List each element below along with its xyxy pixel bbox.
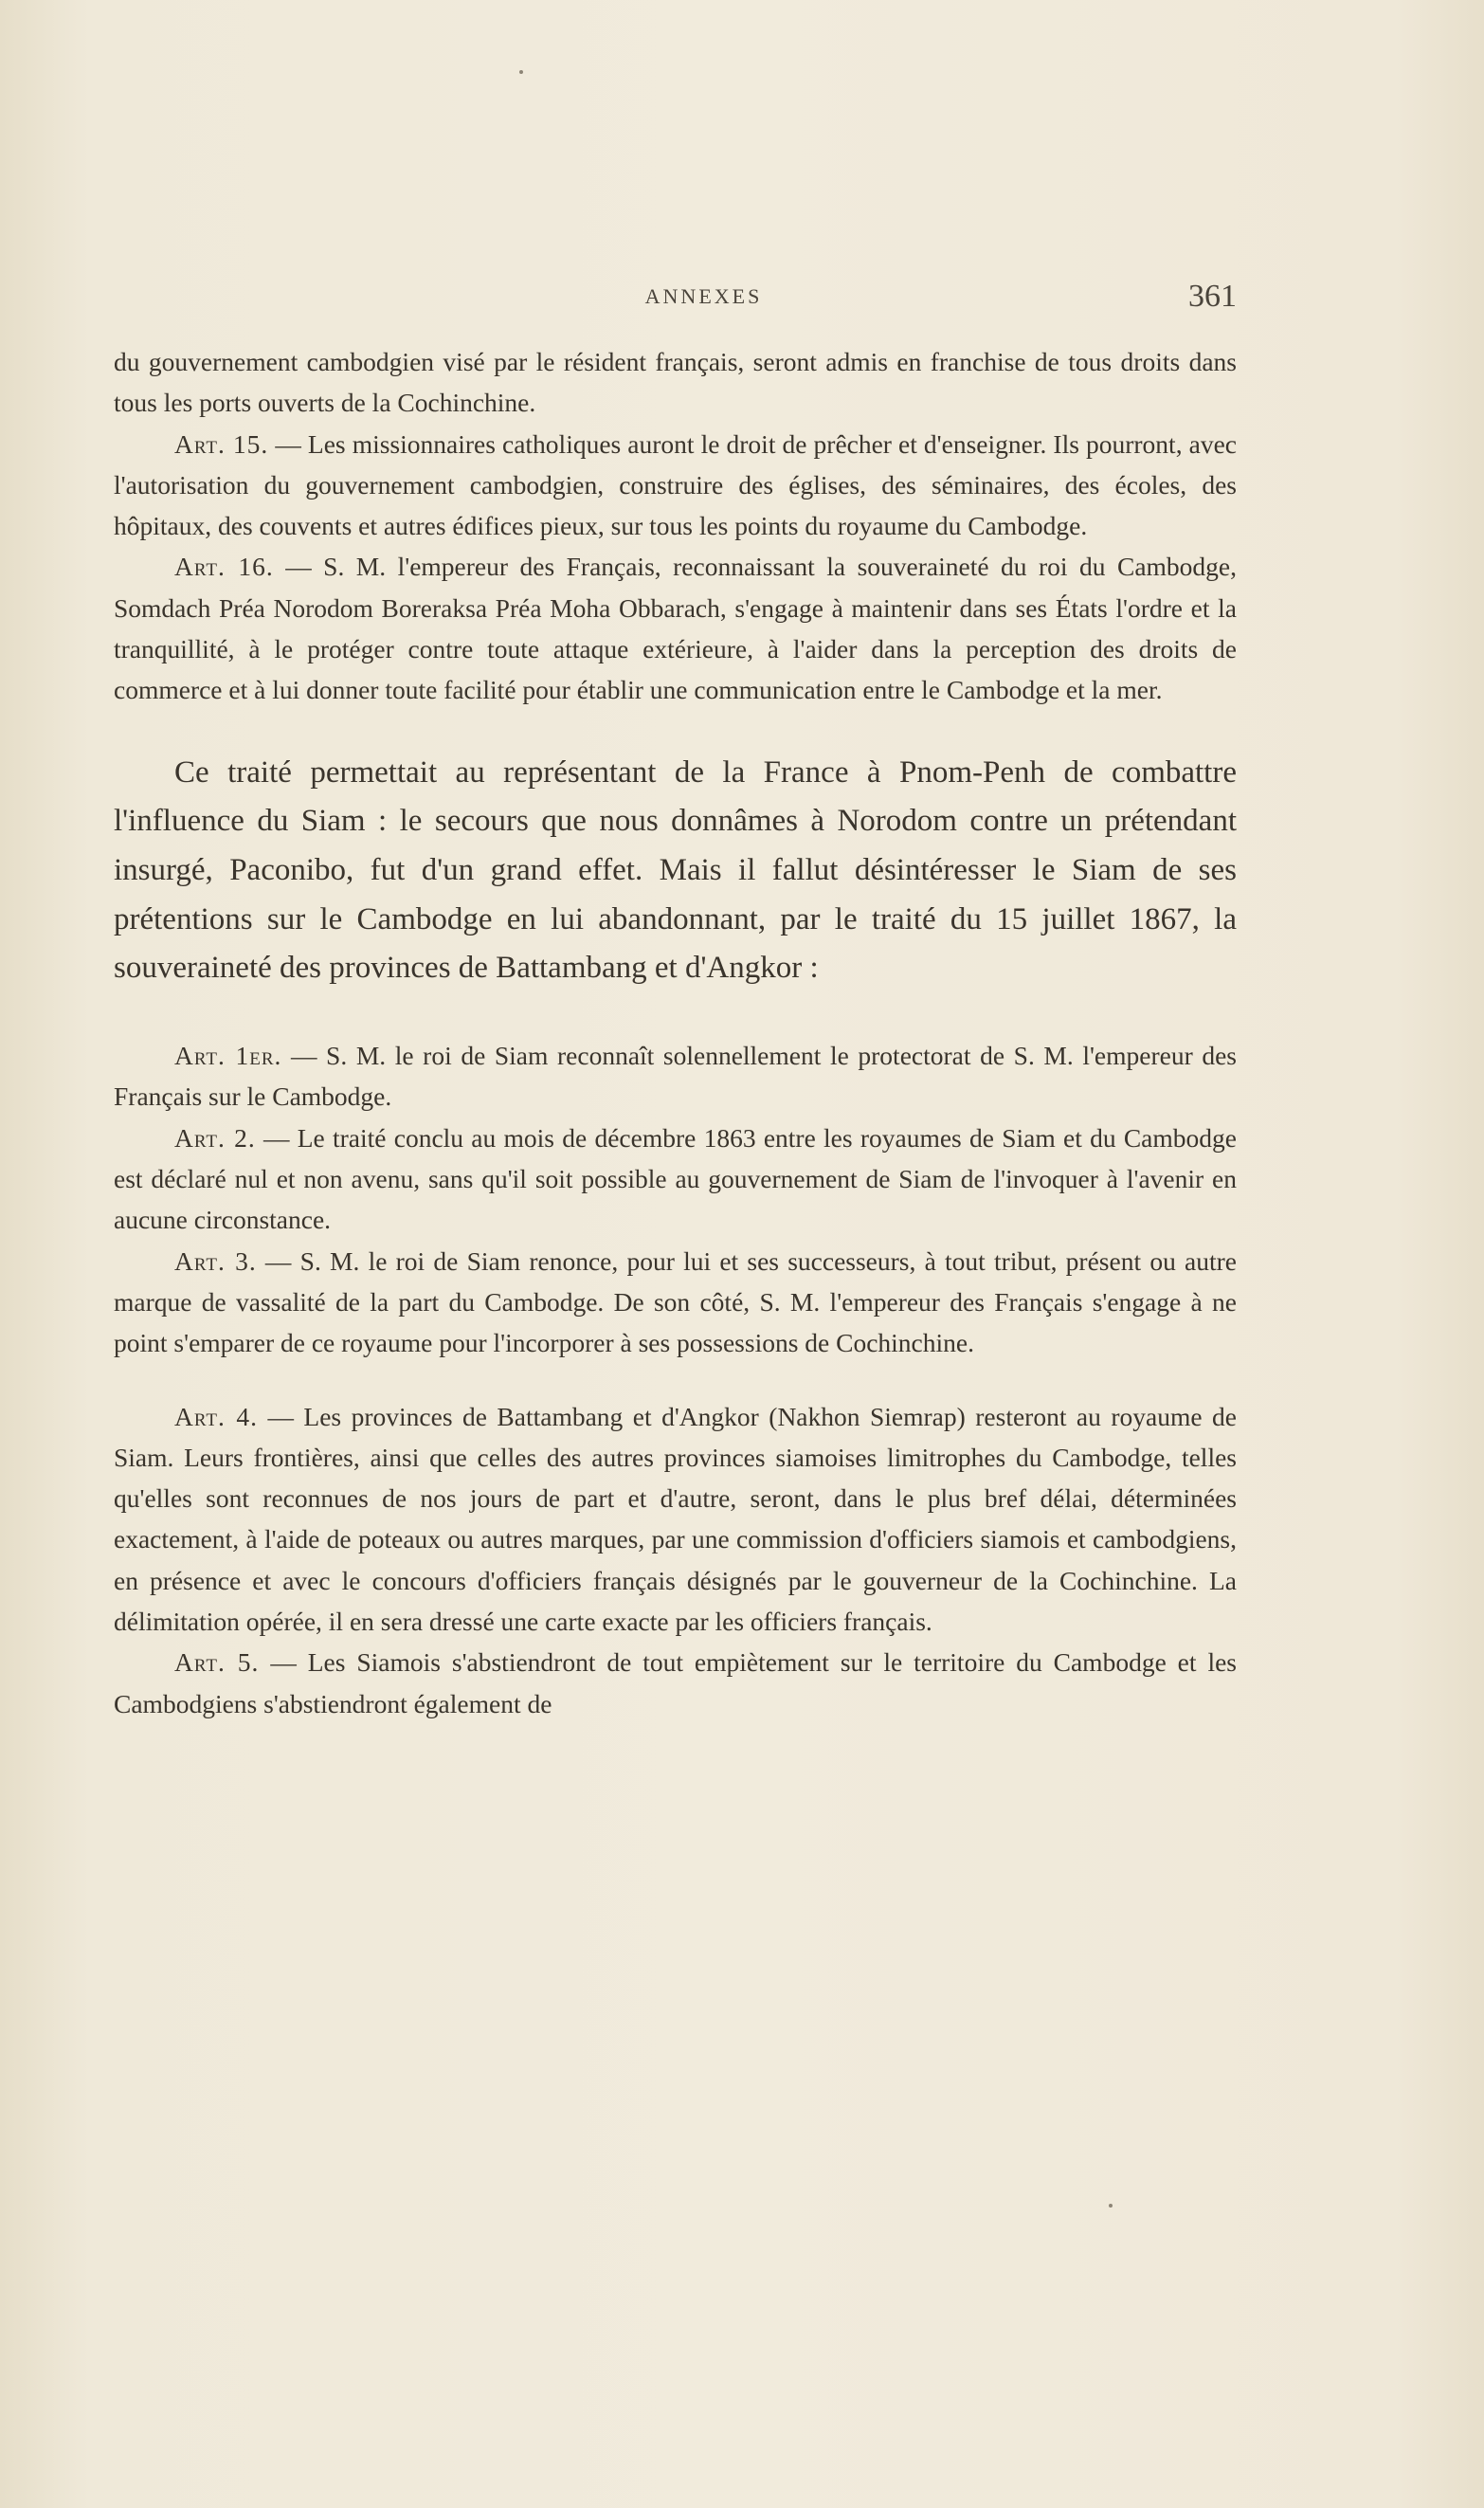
paper-speck [519, 70, 523, 74]
article-1 [114, 1035, 1237, 1118]
article-4 [114, 1396, 1237, 1643]
article-5-label: Art. 5. [174, 1647, 260, 1678]
article-15-label: Art. 15. [174, 428, 269, 459]
article-2-text: — Le traité conclu au mois de décembre 1863 entre les royaumes de Siam et du Cambodge est déclaré nul et non avenu, sans qu'il soit possible au gouvernement de Siam de l'invoquer à l'avenir en aucune circonstance. [114, 1122, 1237, 1235]
paper-speck [1109, 2204, 1113, 2208]
article-2 [114, 1118, 1237, 1241]
page-header [171, 279, 1237, 322]
running-head: ANNEXES [644, 284, 763, 308]
article-3-label: Art. 3. [174, 1245, 257, 1276]
article-16-text: — S. M. l'empereur des Français, reconnaissant la souveraineté du roi du Cambodge, Somdach Préa Norodom Boreraksa Préa Moha Obbarach, s'engage à maintenir dans ses États l'ordre et la tranquillité, à le protéger contre toute attaque extérieure, à l'aider dans la perception des droits de commerce et à lui donner toute facilité pour établir une communication entre le Cambodge et la mer. [114, 552, 1237, 705]
page-body [114, 341, 1237, 1724]
article-2-label: Art. 2. [174, 1122, 256, 1153]
treaty-1866-excerpt [114, 341, 1237, 711]
article-4-label: Art. 4. [174, 1401, 258, 1431]
paragraph-continuation: du gouvernement cambodgien visé par le résident français, seront admis en franchise de tous droits dans tous les ports ouverts de la Cochinchine. [114, 347, 1237, 418]
narrative-paragraph: Ce traité permettait au représentant de la France à Pnom-Penh de combattre l'influence du Siam : le secours que nous donnâmes à Norodom contre un prétendant insurgé, Paconibo, fut d'un grand effet. Mais il fallut désintéresser le Siam de ses prétentions sur le Cambodge en lui abandonnant, par le traité du 15 juillet 1867, la souveraineté des provinces de Battambang et d'Angkor : [114, 754, 1237, 986]
page-number: 361 [1188, 279, 1237, 314]
article-16-label: Art. 16. [174, 552, 274, 582]
article-4-text: — Les provinces de Battambang et d'Angkor (Nakhon Siemrap) resteront au royaume de Siam. Leurs frontières, ainsi que celles des autres provinces siamoises limitrophes du Cambodge, telles qu'elles sont reconnues de nos jours de part et d'autre, seront, dans le plus bref délai, déterminées exactement, à l'aide de poteaux ou autres marques, par une commission d'officiers siamois et cambodgiens, en présence et avec le concours d'officiers français désignés par le gouverneur de la Cochinchine. La délimitation opérée, il en sera dressé une carte exacte par les officiers français. [114, 1401, 1238, 1637]
treaty-1867-excerpt [114, 1035, 1237, 1724]
article-1-label: Art. 1er. [174, 1041, 282, 1071]
article-16 [114, 546, 1237, 710]
article-1-text: — S. M. le roi de Siam reconnaît solennellement le protectorat de S. M. l'empereur des Français sur le Cambodge. [114, 1041, 1237, 1112]
article-3-text: — S. M. le roi de Siam renonce, pour lui et ses successeurs, à tout tribut, présent ou autre marque de vassalité de la part du Cambodge. De son côté, S. M. l'empereur des Français s'engage à ne point s'emparer de ce royaume pour l'incorporer à ses possessions de Cochinchine. [114, 1245, 1237, 1358]
article-15-text: — Les missionnaires catholiques auront le droit de prêcher et d'enseigner. Ils pourront, avec l'autorisation du gouvernement cambodgien, construire des églises, des séminaires, des écoles, des hôpitaux, des couvents et autres édifices pieux, sur tous les points du royaume du Cambodge. [114, 428, 1237, 541]
article-15 [114, 424, 1237, 547]
article-3 [114, 1241, 1237, 1364]
narrative-block [114, 749, 1237, 994]
article-5-text: — Les Siamois s'abstiendront de tout empiètement sur le territoire du Cambodge et les Cambodgiens s'abstiendront également de [114, 1647, 1237, 1718]
article-5 [114, 1642, 1237, 1724]
